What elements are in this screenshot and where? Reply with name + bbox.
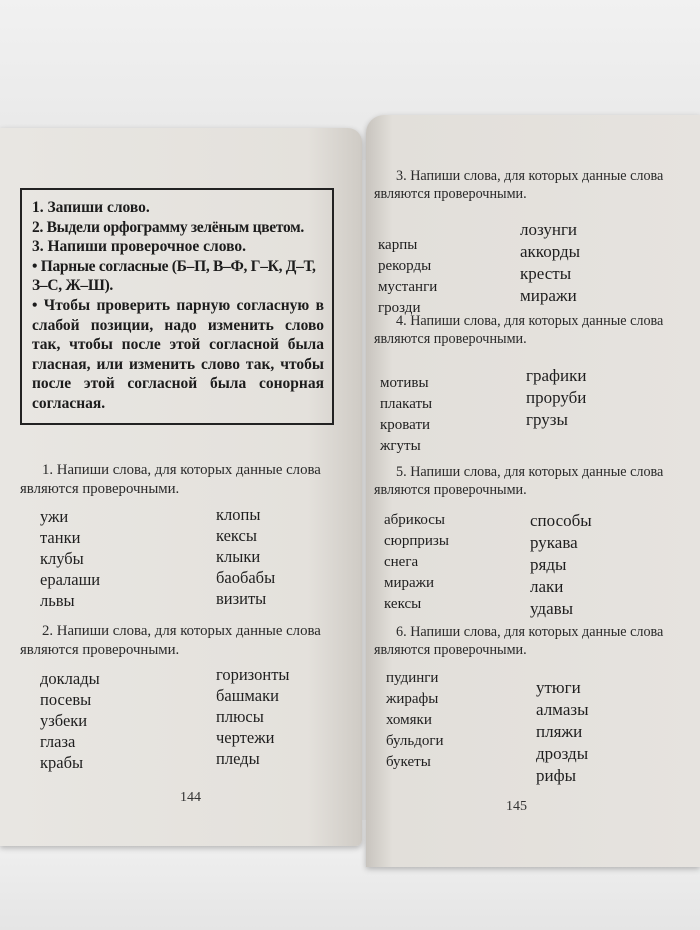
word: рифы <box>536 766 577 785</box>
rule-line: 2. Выдели орфограмму зелёным цветом. <box>32 218 304 236</box>
page-number: 145 <box>506 799 527 814</box>
task-3-column-2 <box>520 219 580 307</box>
task-2-column-1 <box>40 668 100 773</box>
word: клубы <box>40 549 84 568</box>
task-1-title <box>20 461 340 499</box>
word: проруби <box>526 388 587 407</box>
word: дрозды <box>536 744 589 763</box>
word: бульдоги <box>386 733 444 749</box>
task-2-column-2 <box>216 664 290 769</box>
task-5-column-1 <box>384 510 449 615</box>
rule-line: 1. Запиши слово. <box>32 199 150 216</box>
task-4-title <box>374 312 692 348</box>
task-1-column-1 <box>40 506 100 611</box>
word: карпы <box>378 237 418 253</box>
task-title-text: 3. Напиши слова, для которых данные слова являются проверочными. <box>374 168 664 202</box>
word: посевы <box>40 690 92 709</box>
word: кексы <box>216 526 257 545</box>
word: абрикосы <box>384 512 445 528</box>
word: снега <box>384 554 419 570</box>
word: башмаки <box>216 686 279 705</box>
word: визиты <box>216 589 267 608</box>
task-6-title <box>374 623 692 659</box>
rule-line: • Парные согласные (Б–П, В–Ф, Г–К, Д–Т, З–С, Ж–Ш). <box>32 257 316 295</box>
word: мустанги <box>378 279 438 295</box>
word: алмазы <box>536 700 589 719</box>
word: аккорды <box>520 242 581 261</box>
word: плакаты <box>380 396 433 412</box>
task-6-column-2 <box>536 677 589 787</box>
word: пудинги <box>386 670 439 686</box>
word: букеты <box>386 754 431 770</box>
task-3-column-1 <box>378 235 437 319</box>
word: кровати <box>380 417 431 433</box>
right-page <box>366 115 700 867</box>
word: грозди <box>378 300 421 316</box>
word: хомяки <box>386 712 432 728</box>
page-number: 144 <box>180 790 201 805</box>
word: кексы <box>384 596 422 612</box>
word: кресты <box>520 264 572 283</box>
task-title-text: 1. Напиши слова, для которых данные слова являются проверочными. <box>20 462 321 497</box>
word: рекорды <box>378 258 432 274</box>
word: клыки <box>216 547 261 566</box>
rule-line: • Чтобы проверить парную согласную в слабой позиции, надо изменить слово так, чтобы после этой согласной была гласная, или изменить слово так, чтобы после этой согласной была сонорная согласная. <box>32 296 324 412</box>
task-title-text: 2. Напиши слова, для которых данные слова являются проверочными. <box>20 623 321 658</box>
word: крабы <box>40 753 84 772</box>
task-5-column-2 <box>530 510 592 620</box>
task-title-text: 4. Напиши слова, для которых данные слова являются проверочными. <box>374 313 664 347</box>
word: сюрпризы <box>384 533 449 549</box>
word: баобабы <box>216 568 276 587</box>
word: горизонты <box>216 665 290 684</box>
word: львы <box>40 591 75 610</box>
rule-box <box>20 188 334 425</box>
task-1-column-2 <box>216 504 275 609</box>
word: доклады <box>40 669 100 688</box>
word: пледы <box>216 749 260 768</box>
word: лаки <box>530 577 564 596</box>
word: миражи <box>520 286 577 305</box>
word: грузы <box>526 410 568 429</box>
word: глаза <box>40 732 76 751</box>
word: миражи <box>384 575 435 591</box>
task-4-column-2 <box>526 365 587 431</box>
task-title-text: 6. Напиши слова, для которых данные слова являются проверочными. <box>374 624 664 658</box>
word: плюсы <box>216 707 264 726</box>
word: утюги <box>536 678 581 697</box>
word: узбеки <box>40 711 88 730</box>
task-5-title <box>374 463 692 499</box>
word: ряды <box>530 555 567 574</box>
word: клопы <box>216 505 261 524</box>
task-title-text: 5. Напиши слова, для которых данные слова являются проверочными. <box>374 464 664 498</box>
word: жирафы <box>386 691 439 707</box>
word: пляжи <box>536 722 583 741</box>
task-4-column-1 <box>380 373 432 457</box>
word: ералаши <box>40 570 101 589</box>
word: ужи <box>40 507 69 526</box>
word: удавы <box>530 599 574 618</box>
task-3-title <box>374 167 692 203</box>
word: рукава <box>530 533 578 552</box>
left-page <box>0 128 362 846</box>
task-6-column-1 <box>386 668 444 773</box>
word: графики <box>526 366 587 385</box>
task-2-title <box>20 622 340 660</box>
rule-line: 3. Напиши проверочное слово. <box>32 238 246 256</box>
word: танки <box>40 528 81 547</box>
word: мотивы <box>380 375 429 391</box>
word: чертежи <box>216 728 275 747</box>
word: жгуты <box>380 438 421 454</box>
word: способы <box>530 511 592 530</box>
word: лозунги <box>520 220 578 239</box>
